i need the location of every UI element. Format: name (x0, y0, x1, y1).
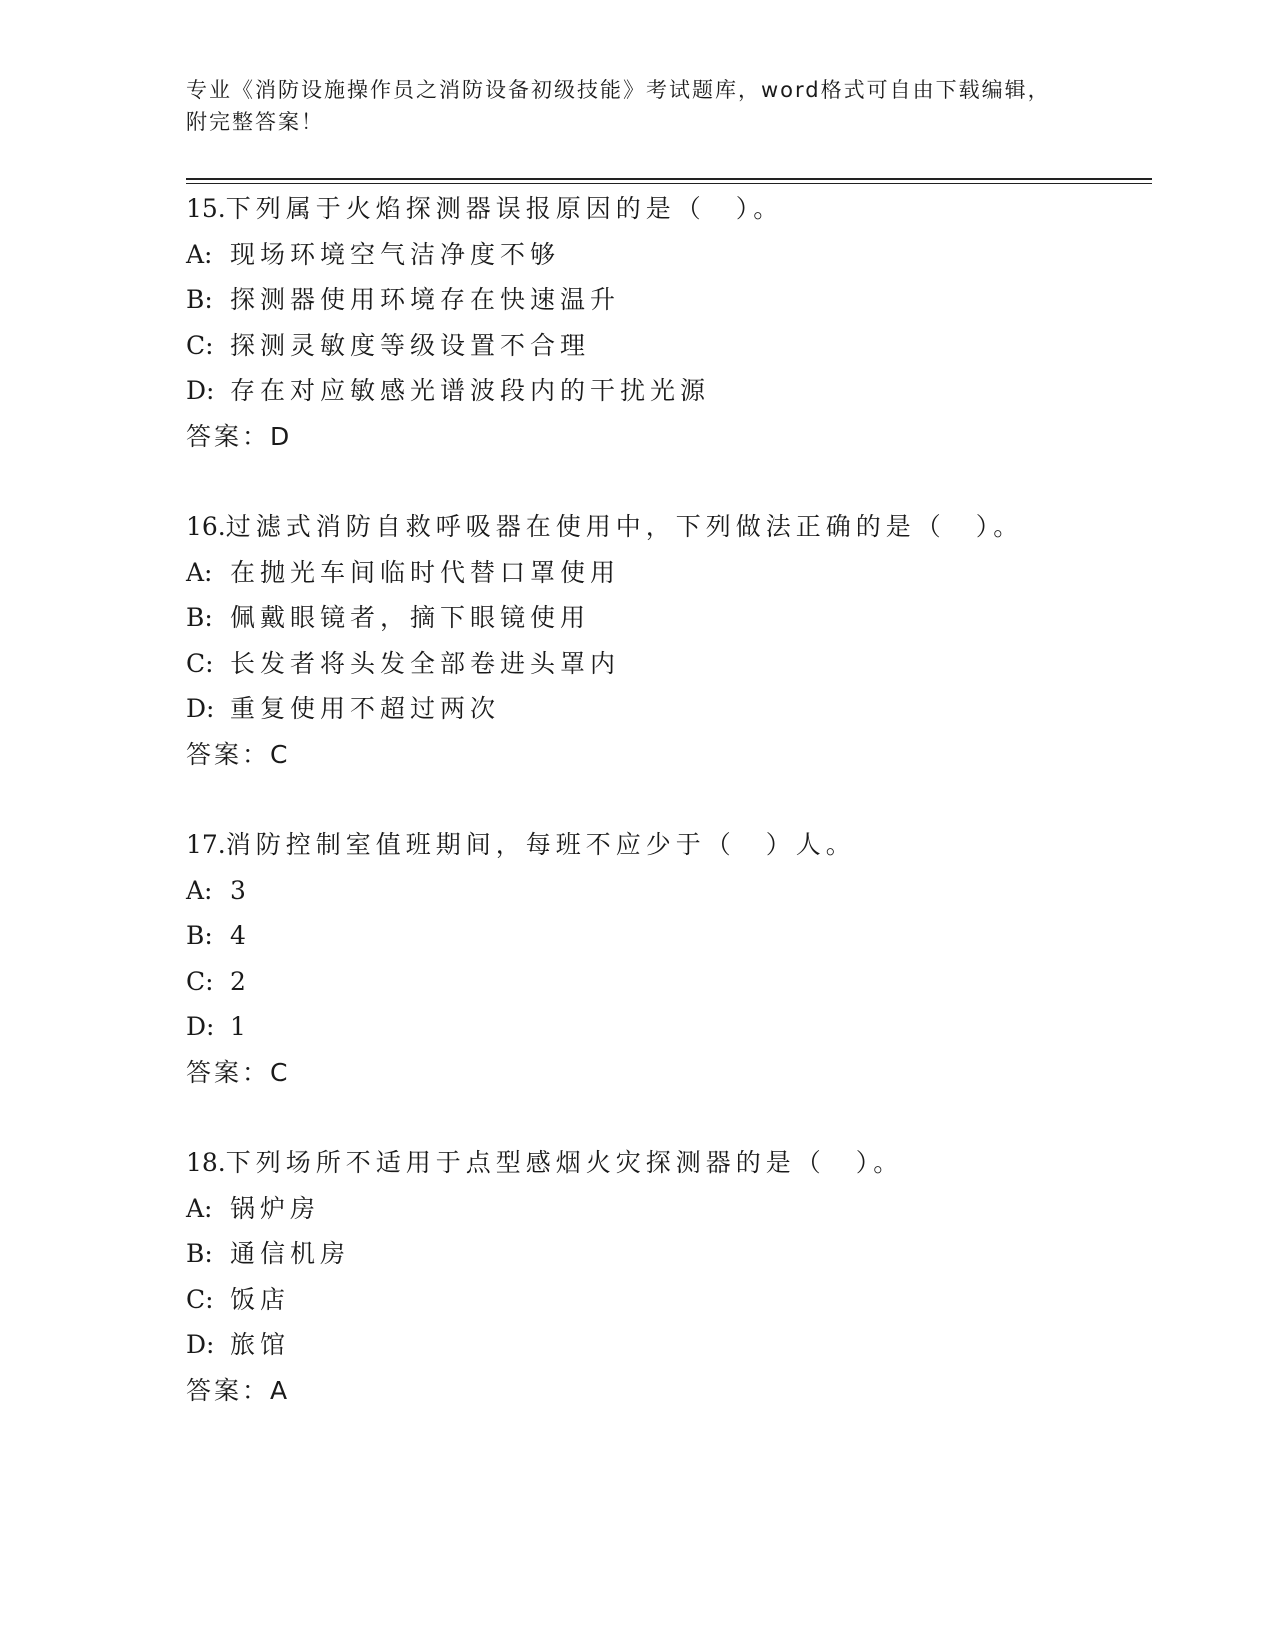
answer-line: 答案：C (186, 739, 291, 769)
option-key: D: (186, 376, 215, 406)
option-text: 存在对应敏感光谱波段内的干扰光源 (230, 376, 711, 406)
option-text: 4 (230, 921, 251, 951)
option-key: D: (186, 1330, 215, 1360)
option-b (186, 595, 1023, 641)
option-b (186, 913, 856, 959)
option-key: A: (186, 557, 213, 587)
question-stem (186, 1140, 903, 1186)
question-text: 消防控制室值班期间，每班不应少于（ ）人。 (225, 830, 856, 859)
option-key: C: (186, 966, 214, 996)
option-key: D: (186, 1012, 215, 1042)
option-text: 3 (230, 875, 251, 905)
question-text: 下列属于火焰探测器误报原因的是（ ）。 (225, 194, 784, 223)
answer-line: 答案：A (186, 1375, 291, 1405)
option-c (186, 641, 1023, 687)
option-key: B: (186, 603, 213, 633)
option-text: 长发者将头发全部卷进头罩内 (230, 648, 621, 678)
question-16 (186, 504, 1023, 778)
option-text: 2 (230, 966, 251, 996)
question-15 (186, 186, 783, 460)
option-text: 在抛光车间临时代替口罩使用 (230, 557, 621, 587)
option-text: 饭店 (230, 1284, 291, 1314)
question-text: 过滤式消防自救呼吸器在使用中，下列做法正确的是（ ）。 (225, 512, 1024, 541)
question-stem (186, 186, 783, 232)
option-a (186, 232, 783, 278)
option-d (186, 368, 783, 414)
option-text: 1 (230, 1012, 251, 1042)
option-text: 探测灵敏度等级设置不合理 (230, 330, 591, 360)
option-text: 锅炉房 (230, 1193, 321, 1223)
option-a (186, 868, 856, 914)
option-text: 重复使用不超过两次 (230, 694, 501, 724)
option-b (186, 1231, 903, 1277)
option-key: D: (186, 694, 215, 724)
option-d (186, 686, 1023, 732)
question-number: 18. (186, 1148, 226, 1177)
option-text: 通信机房 (230, 1239, 351, 1269)
option-key: A: (186, 875, 213, 905)
option-text: 现场环境空气洁净度不够 (230, 239, 561, 269)
question-number: 17. (186, 830, 226, 859)
answer-line: 答案：C (186, 1057, 291, 1087)
option-a (186, 1186, 903, 1232)
document-header: 专业《消防设施操作员之消防设备初级技能》考试题库，word格式可自由下载编辑，附完整答案！ (186, 78, 1051, 134)
option-d (186, 1322, 903, 1368)
option-key: B: (186, 921, 213, 951)
header-divider-thick (186, 178, 1152, 180)
question-18 (186, 1140, 903, 1414)
option-key: C: (186, 648, 214, 678)
option-text: 旅馆 (230, 1330, 291, 1360)
question-stem (186, 504, 1023, 550)
question-stem (186, 822, 856, 868)
option-c (186, 959, 856, 1005)
option-key: B: (186, 1239, 213, 1269)
option-key: A: (186, 239, 213, 269)
option-c (186, 323, 783, 369)
option-text: 探测器使用环境存在快速温升 (230, 285, 621, 315)
option-a (186, 550, 1023, 596)
option-b (186, 277, 783, 323)
question-17 (186, 822, 856, 1096)
option-key: A: (186, 1193, 213, 1223)
question-number: 16. (186, 512, 226, 541)
option-d (186, 1004, 856, 1050)
answer-line: 答案：D (186, 421, 293, 451)
option-key: C: (186, 330, 214, 360)
option-key: C: (186, 1284, 214, 1314)
question-text: 下列场所不适用于点型感烟火灾探测器的是（ ）。 (225, 1148, 904, 1177)
option-c (186, 1277, 903, 1323)
option-key: B: (186, 285, 213, 315)
question-number: 15. (186, 194, 226, 223)
header-divider-thin (186, 183, 1152, 184)
option-text: 佩戴眼镜者，摘下眼镜使用 (230, 603, 591, 633)
